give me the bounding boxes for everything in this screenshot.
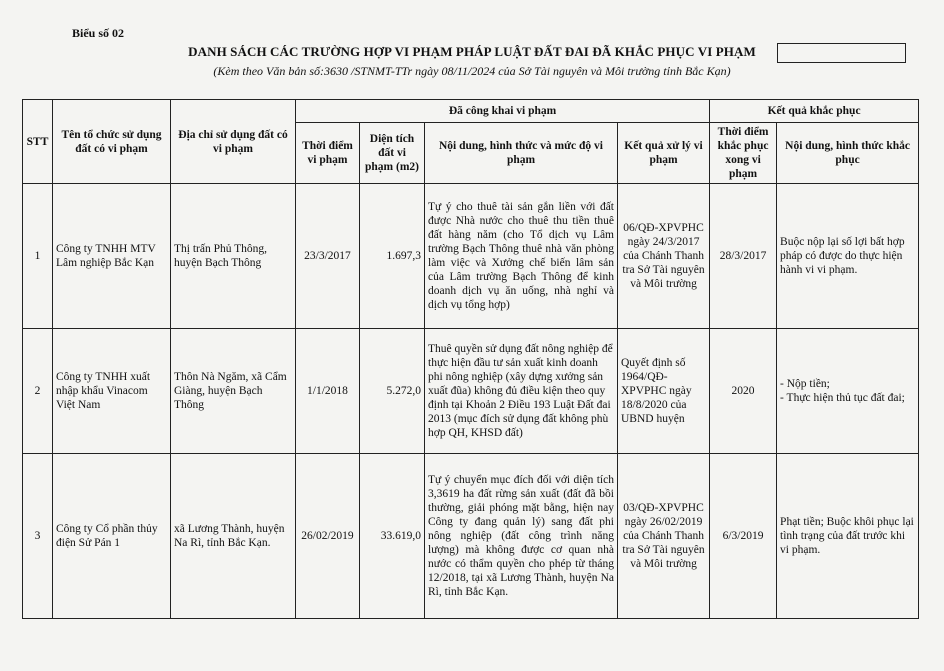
- cell-content: Thuê quyền sử dụng đất nông nghiệp để thực hiện đầu tư sản xuất kinh doanh phi nông nghiệp (xây dựng xưởng sản xuất đũa) không đủ điều kiện theo quy định tại Khoản 2 Điều 193 Luật Đất đai 2013 (mục đích sử dụng đất không phù hợp QH, KHSD đất): [425, 329, 618, 454]
- col-header-content: Nội dung, hình thức và mức độ vi phạm: [425, 123, 618, 184]
- document-subtitle: (Kèm theo Văn bản số:3630 /STNMT-TTr ngày 08/11/2024 của Sở Tài nguyên và Môi trường tỉnh Bắc Kạn): [213, 64, 731, 78]
- cell-violation-time: 26/02/2019: [296, 454, 360, 619]
- col-header-area: Diện tích đất vi phạm (m2): [360, 123, 425, 184]
- cell-address: Thị trấn Phủ Thông, huyện Bạch Thông: [171, 184, 296, 329]
- col-header-fix-content: Nội dung, hình thức khắc phục: [777, 123, 919, 184]
- cell-org-name: Công ty TNHH xuất nhập khẩu Vinacom Việt Nam: [53, 329, 171, 454]
- cell-result: 03/QĐ-XPVPHC ngày 26/02/2019 của Chánh Thanh tra Sở Tài nguyên và Môi trường: [618, 454, 710, 619]
- cell-fix-content: - Nộp tiền; - Thực hiện thủ tục đất đai;: [777, 329, 919, 454]
- cell-fix-content: Buộc nộp lại số lợi bất hợp pháp có được do thực hiện hành vi vi phạm.: [777, 184, 919, 329]
- group-header-remediation: Kết quả khắc phục: [710, 100, 919, 123]
- col-header-fix-time: Thời điểm khắc phục xong vi phạm: [710, 123, 777, 184]
- cell-stt: 1: [23, 184, 53, 329]
- cell-fix-time: 2020: [710, 329, 777, 454]
- group-header-publicized: Đã công khai vi phạm: [296, 100, 710, 123]
- col-header-address: Địa chỉ sử dụng đất có vi phạm: [171, 100, 296, 184]
- document-title: DANH SÁCH CÁC TRƯỜNG HỢP VI PHẠM PHÁP LUẬT ĐẤT ĐAI ĐÃ KHẮC PHỤC VI PHẠM: [188, 44, 756, 59]
- cell-area: 33.619,0: [360, 454, 425, 619]
- col-header-result: Kết quả xử lý vi phạm: [618, 123, 710, 184]
- cell-violation-time: 23/3/2017: [296, 184, 360, 329]
- cell-result: 06/QĐ-XPVPHC ngày 24/3/2017 của Chánh Thanh tra Sở Tài nguyên và Môi trường: [618, 184, 710, 329]
- table-row: [23, 329, 919, 454]
- cell-org-name: Công ty Cổ phần thủy điện Sử Pán 1: [53, 454, 171, 619]
- violations-table: [22, 99, 919, 619]
- table-row: [23, 454, 919, 619]
- cell-fix-time: 6/3/2019: [710, 454, 777, 619]
- cell-area: 1.697,3: [360, 184, 425, 329]
- cell-fix-time: 28/3/2017: [710, 184, 777, 329]
- cell-fix-content: Phạt tiền; Buộc khôi phục lại tình trạng của đất trước khi vi phạm.: [777, 454, 919, 619]
- header-row-group: [23, 100, 919, 123]
- cell-stt: 3: [23, 454, 53, 619]
- col-header-violation-time: Thời điểm vi phạm: [296, 123, 360, 184]
- cell-content: Tự ý cho thuê tài sản gắn liền với đất được Nhà nước cho thuê thu tiền thuê đất hàng năm (cho Tổ dịch vụ Lâm trường Bạch Thông thuê nhà văn phòng làm việc và Xưởng chế biến lâm sản của Lâm trường Bạch Thông để kinh doanh dịch vụ ăn uống, nhà nghỉ và dịch vụ tổng hợp): [425, 184, 618, 329]
- cell-content: Tự ý chuyển mục đích đối với diện tích 3,3619 ha đất rừng sản xuất (đất đã bồi thường, giải phóng mặt bằng, hiện nay Công ty đang quản lý) sang đất phi nông nghiệp (đất công trình năng lượng) mà không được cơ quan nhà nước có thẩm quyền cho phép từ tháng 12/2018, tại xã Lương Thành, huyện Na Rì, tỉnh Bắc Kạn.: [425, 454, 618, 619]
- table-row: [23, 184, 919, 329]
- cell-result: Quyết định số 1964/QĐ-XPVPHC ngày 18/8/2020 của UBND huyện: [618, 329, 710, 454]
- form-number-label: Biểu số 02: [72, 26, 125, 40]
- cell-stt: 2: [23, 329, 53, 454]
- col-header-stt: STT: [23, 100, 53, 184]
- cell-address: xã Lương Thành, huyện Na Rì, tỉnh Bắc Kạn.: [171, 454, 296, 619]
- cell-violation-time: 1/1/2018: [296, 329, 360, 454]
- cell-address: Thôn Nà Ngăm, xã Cẩm Giàng, huyện Bạch Thông: [171, 329, 296, 454]
- cell-area: 5.272,0: [360, 329, 425, 454]
- cell-org-name: Công ty TNHH MTV Lâm nghiệp Bắc Kạn: [53, 184, 171, 329]
- col-header-org-name: Tên tổ chức sử dụng đất có vi phạm: [53, 100, 171, 184]
